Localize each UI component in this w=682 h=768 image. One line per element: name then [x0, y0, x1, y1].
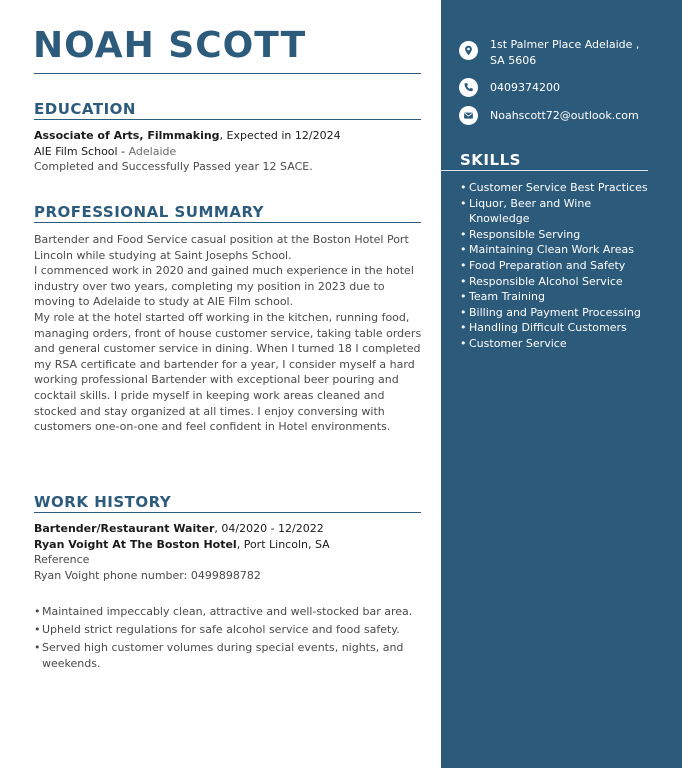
skill-item: • Customer Service: [460, 336, 660, 352]
skill-item: • Responsible Alcohol Service: [460, 274, 660, 290]
map-pin-icon: [459, 41, 478, 60]
education-expected: , Expected in 12/2024: [219, 129, 341, 142]
contact-address: [459, 37, 659, 68]
contact-email-text[interactable]: Noahscott72@outlook.com: [490, 109, 639, 122]
skill-item: • Customer Service Best Practices: [460, 180, 660, 196]
candidate-name: NOAH SCOTT: [33, 25, 307, 66]
work-reference-phone: Ryan Voight phone number: 0499898782: [34, 568, 261, 582]
skill-item: • Team Training: [460, 289, 660, 305]
work-heading: WORK HISTORY: [34, 493, 172, 511]
education-degree: Associate of Arts, Filmmaking: [34, 129, 220, 142]
envelope-icon: [459, 106, 478, 125]
work-divider: [34, 512, 421, 513]
skill-item: • Responsible Serving: [460, 227, 660, 243]
skill-item: • Food Preparation and Safety: [460, 258, 660, 274]
skill-item: • Billing and Payment Processing: [460, 305, 660, 321]
work-job-title: Bartender/Restaurant Waiter: [34, 522, 215, 535]
summary-paragraph: My role at the hotel started off working in the kitchen, running food, managing orders, front of house customer service, taking table orders and general customer service in dining. When I turned 18 I completed my RSA certificate and bartender for a year, I consider myself a hard working professional Bartender with exceptional beer pouring and cocktail skills. I pride myself in keeping work areas cleaned and stocked and stay organized at all times. I enjoy conversing with customers one-on-one and feel confident in Hotel environments.: [34, 310, 422, 434]
contact-email: [459, 106, 659, 125]
phone-icon: [459, 78, 478, 97]
skill-item: • Liquor, Beer and Wine Knowledge: [460, 196, 600, 227]
education-block: [34, 128, 424, 175]
work-employer: Ryan Voight At The Boston Hotel: [34, 537, 237, 551]
work-entry: [34, 521, 424, 583]
skill-item: • Maintaining Clean Work Areas: [460, 242, 660, 258]
education-school: AIE Film School: [34, 144, 118, 158]
work-reference-label: Reference: [34, 553, 90, 567]
education-location-separator: -: [117, 144, 129, 158]
education-school-line: [34, 144, 424, 160]
work-dates: , 04/2020 - 12/2022: [214, 522, 324, 535]
summary-divider: [34, 222, 421, 223]
summary-paragraph: I commenced work in 2020 and gained much experience in the hotel industry over two years, completing my position in 2023 due to moving to Adelaide to study at AIE Film school.: [34, 264, 414, 309]
contact-phone-text: 0409374200: [490, 81, 560, 94]
work-employer-location: , Port Lincoln, SA: [236, 537, 330, 551]
work-bullet: • Upheld strict regulations for safe alcohol service and food safety.: [34, 622, 424, 638]
education-note: Completed and Successfully Passed year 12 SACE.: [34, 160, 313, 174]
skill-item: • Handling Difficult Customers: [460, 320, 660, 336]
work-employer-line: [34, 537, 424, 553]
summary-heading: PROFESSIONAL SUMMARY: [34, 203, 265, 221]
contact-phone: [459, 78, 659, 97]
education-degree-line: [34, 128, 424, 144]
name-divider: [34, 73, 421, 74]
skills-divider: [441, 170, 648, 171]
work-title-line: [34, 521, 424, 537]
education-location: Adelaide: [128, 144, 177, 158]
contact-address-text: 1st Palmer Place Adelaide , SA 5606: [490, 38, 640, 67]
work-bullet: • Served high customer volumes during special events, nights, and weekends.: [34, 640, 424, 671]
summary-paragraph: Bartender and Food Service casual position at the Boston Hotel Port Lincoln while studying at Saint Josephs School.: [34, 233, 409, 262]
skills-heading: SKILLS: [460, 151, 521, 169]
education-divider: [34, 119, 421, 120]
summary-text: [34, 232, 424, 435]
education-heading: EDUCATION: [34, 100, 136, 118]
skills-list: [460, 180, 660, 352]
work-bullets: [34, 604, 424, 674]
work-bullet: • Maintained impeccably clean, attractive and well-stocked bar area.: [34, 604, 424, 620]
